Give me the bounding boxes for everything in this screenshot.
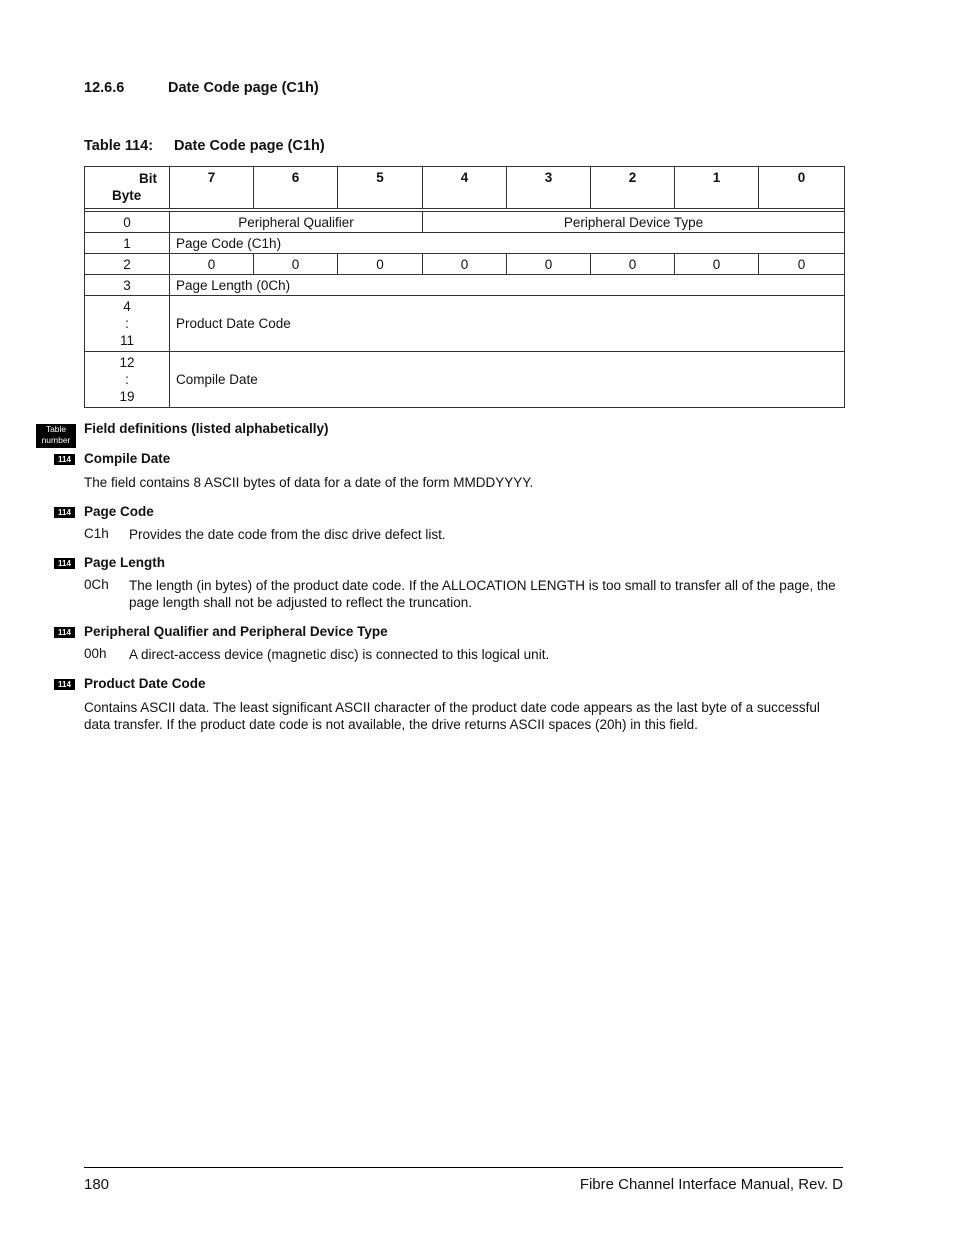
field-text-compile-date: The field contains 8 ASCII bytes of data for a date of the form MMDDYYYY. bbox=[84, 475, 534, 490]
field-text-product-date-code: Contains ASCII data. The least significant ASCII character of the product date code appears as the last byte of a successful data transfer. If the product date code is not available, the drive returns ASCII spaces (20h) in this field. bbox=[84, 700, 820, 732]
table-ref-badge: 114 bbox=[54, 454, 75, 465]
table-row bbox=[85, 352, 845, 408]
bit-header: 1 bbox=[675, 167, 759, 209]
table-ref-badge: 114 bbox=[54, 679, 75, 690]
table-row bbox=[85, 275, 845, 296]
footer-rule bbox=[84, 1167, 843, 1168]
field-text-peripheral: A direct-access device (magnetic disc) is connected to this logical unit. bbox=[129, 647, 550, 662]
section-title: Date Code page (C1h) bbox=[168, 80, 319, 96]
field-title-product-date-code: Product Date Code bbox=[84, 676, 206, 691]
bit-value-cell: 0 bbox=[507, 254, 591, 275]
byte-range-sep: : bbox=[125, 316, 129, 331]
table-title: Date Code page (C1h) bbox=[174, 138, 325, 154]
bit-value-cell: 0 bbox=[423, 254, 507, 275]
byte-cell: 1 bbox=[85, 233, 170, 254]
manual-title: Fibre Channel Interface Manual, Rev. D bbox=[579, 1176, 843, 1193]
byte-cell: 2 bbox=[85, 254, 170, 275]
bit-header: 7 bbox=[170, 167, 254, 209]
bit-value-cell: 0 bbox=[170, 254, 254, 275]
byte-range-sep: : bbox=[125, 372, 129, 387]
byte-range-start: 4 bbox=[123, 299, 131, 314]
table-number-badge bbox=[36, 424, 76, 448]
bit-value-cell: 0 bbox=[254, 254, 338, 275]
bit-value-cell: 0 bbox=[759, 254, 845, 275]
byte-range-cell bbox=[85, 296, 170, 352]
page-number: 180 bbox=[84, 1176, 110, 1193]
field-code-peripheral: 00h bbox=[84, 646, 107, 661]
section-heading bbox=[84, 80, 319, 96]
byte-range-start: 12 bbox=[119, 355, 135, 370]
field-definitions-heading: Field definitions (listed alphabetically) bbox=[84, 421, 329, 436]
bit-header: 4 bbox=[423, 167, 507, 209]
byte-range-end: 19 bbox=[119, 389, 135, 404]
bit-value-cell: 0 bbox=[338, 254, 423, 275]
section-number: 12.6.6 bbox=[84, 80, 125, 96]
bit-value-cell: 0 bbox=[675, 254, 759, 275]
bit-header: 2 bbox=[591, 167, 675, 209]
field-title-page-code: Page Code bbox=[84, 504, 154, 519]
table-row bbox=[85, 254, 845, 275]
byte-range-end: 11 bbox=[119, 333, 134, 348]
bit-header: 5 bbox=[338, 167, 423, 209]
field-cell: Peripheral Device Type bbox=[423, 212, 845, 233]
field-title-page-length: Page Length bbox=[84, 555, 166, 570]
bit-header: 3 bbox=[507, 167, 591, 209]
table-row bbox=[85, 296, 845, 352]
table-row bbox=[85, 212, 845, 233]
field-cell: Product Date Code bbox=[170, 296, 845, 352]
field-title-peripheral: Peripheral Qualifier and Peripheral Device Type bbox=[84, 624, 388, 639]
byte-cell: 3 bbox=[85, 275, 170, 296]
table-ref-badge: 114 bbox=[54, 507, 75, 518]
bit-header: 6 bbox=[254, 167, 338, 209]
field-code-page-code: C1h bbox=[84, 526, 109, 541]
bit-header: 0 bbox=[759, 167, 845, 209]
byte-range-cell bbox=[85, 352, 170, 408]
field-cell: Compile Date bbox=[170, 352, 845, 408]
field-text-page-length: The length (in bytes) of the product date code. If the ALLOCATION LENGTH is too small to transfer all of the page, the page length shall not be adjusted to reflect the truncation. bbox=[129, 578, 836, 610]
field-cell: Peripheral Qualifier bbox=[170, 212, 423, 233]
date-code-table bbox=[84, 166, 845, 408]
field-text-page-code: Provides the date code from the disc drive defect list. bbox=[129, 527, 446, 542]
bit-label: Bit bbox=[139, 171, 157, 186]
table-ref-badge: 114 bbox=[54, 558, 75, 569]
table-ref-badge: 114 bbox=[54, 627, 75, 638]
table-number-badge-line2: number bbox=[41, 435, 71, 445]
table-caption bbox=[84, 138, 325, 154]
byte-label: Byte bbox=[112, 188, 142, 203]
byte-cell: 0 bbox=[85, 212, 170, 233]
table-header-row bbox=[85, 167, 845, 209]
bit-byte-header bbox=[85, 167, 170, 209]
table-label: Table 114: bbox=[84, 138, 154, 154]
field-code-page-length: 0Ch bbox=[84, 577, 109, 592]
field-cell: Page Code (C1h) bbox=[170, 233, 845, 254]
field-title-compile-date: Compile Date bbox=[84, 451, 171, 466]
bit-value-cell: 0 bbox=[591, 254, 675, 275]
table-row bbox=[85, 233, 845, 254]
field-cell: Page Length (0Ch) bbox=[170, 275, 845, 296]
table-number-badge-line1: Table bbox=[45, 424, 67, 434]
